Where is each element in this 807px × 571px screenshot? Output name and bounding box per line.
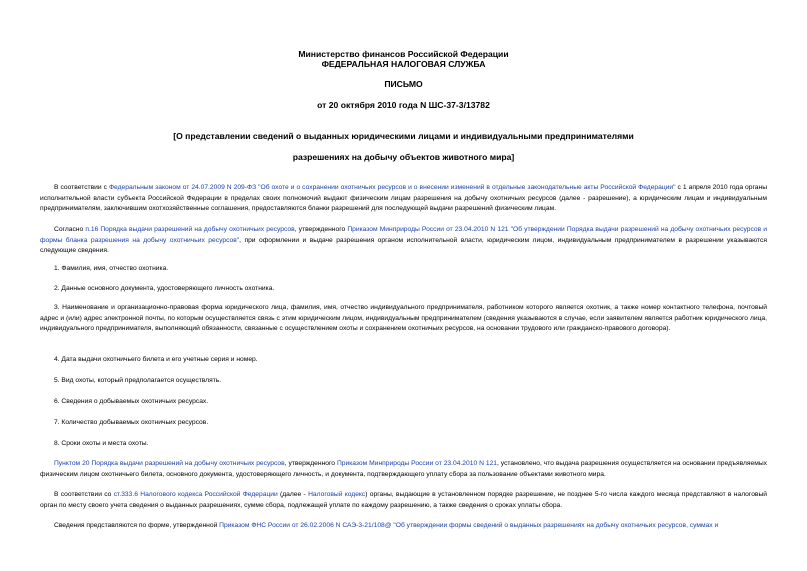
paragraph-3	[40, 459, 767, 480]
list-item: 4. Дата выдачи охотничьего билета и его учетные серия и номер.	[54, 356, 258, 363]
federal-law-209-link[interactable]: Федеральным законом от 24.07.2009 N 209-ФЗ "Об охоте и о сохранении охотничьих ресурсов и о внесении изменений в отдельные законодательные акты Российской Федерации"	[108, 184, 676, 191]
document-type: ПИСЬМО	[384, 79, 423, 89]
list-item-3	[40, 303, 767, 335]
list-item: 2. Данные основного документа, удостоверяющего личность охотника.	[54, 285, 275, 292]
order-point-16-link[interactable]: п.16 Порядка выдачи разрешений на добычу охотничьих ресурсов	[85, 226, 295, 233]
service-name: ФЕДЕРАЛЬНАЯ НАЛОГОВАЯ СЛУЖБА	[321, 59, 486, 69]
paragraph-5-text-a: Сведения представляются по форме, утвержденной	[54, 522, 220, 529]
list-item: 5. Вид охоты, который предполагается осуществлять.	[54, 377, 222, 384]
minprirody-order-121-short-link[interactable]: Приказом Минприроды России от 23.04.2010 N 121	[336, 460, 498, 467]
paragraph-1	[40, 183, 767, 215]
paragraph-1-text-a: В соответствии с	[54, 184, 109, 191]
paragraph-4-text-b: (далее -	[277, 491, 309, 498]
paragraph-2-text-c: , при оформлении и выдаче разрешения органом исполнительной власти, юридическим лицом, индивидуальным предпринимателем в разрешении указываются следующие сведения.	[40, 236, 767, 254]
order-point-20-link[interactable]: Пунктом 20 Порядка выдачи разрешений на добычу охотничьих ресурсов	[54, 460, 285, 467]
paragraph-2-text-a: Согласно	[54, 226, 86, 233]
list-item: 6. Сведения о добываемых охотничьих ресурсах.	[54, 398, 209, 405]
list-item: 8. Сроки охоты и места охоты.	[54, 440, 149, 447]
document-date-number: от 20 октября 2010 года N ШС-37-3/13782	[317, 100, 490, 110]
ministry-name: Министерство финансов Российской Федерации	[298, 49, 509, 59]
tax-code-article-333-6-link[interactable]: ст.333.6 Налогового кодекса Российской Федерации	[113, 491, 278, 498]
paragraph-2-text-b: , утвержденного	[294, 226, 348, 233]
document-title-line-2: разрешениях на добычу объектов животного мира]	[292, 152, 515, 162]
minprirody-order-121-link[interactable]: Приказом Минприроды России от 23.04.2010 N 121 "Об утверждении Порядка выдачи разрешений на добычу охотничьих ресурсов и формы бланка разрешения на добычу охотничьих ресурсов"	[40, 226, 768, 244]
paragraph-1-text-b: с 1 апреля 2010 года органы исполнительной власти субъекта Российской Федерации в пределах своих полномочий выдают физическим лицам разрешения на добычу охотничьих ресурсов (далее - разрешение), а юридическим лицам и индивидуальным предпринимателям, заключившим охотхозяйственные соглашения, предоставляются бланки разрешений для последующей выдачи разрешений физическим лицам.	[40, 184, 767, 212]
paragraph-3-text-b: , установлено, что выдача разрешения осуществляется на основании предъявляемых физическим лицом охотничьего билета, основного документа, удостоверяющего личность, и документа, подтверждающего уплату сбора за пользование объектами животного мира.	[40, 460, 768, 478]
list-item: 7. Количество добываемых охотничьих ресурсов.	[54, 419, 209, 426]
paragraph-3-text-a: , утвержденного	[284, 460, 337, 467]
paragraph-4-text-a: В соответствии со	[54, 491, 114, 498]
list-item: 3. Наименование и организационно-правовая форма юридического лица, фамилия, имя, отчество индивидуального предпринимателя, работником которого является охотник, а также номер контактного телефона, почтовый адрес и (или) адрес электронной почты, по которым осуществляется связь с этим юридическим лицом, индивидуальным предпринимателем (сведения указываются в случае, если заявителем является работник юридического лица, индивидуального предпринимателя, выполняющий обязанности, связанные с осуществлением охоты и сохранением охотничьих ресурсов, на основании трудового или гражданско-правового договора).	[40, 304, 767, 332]
paragraph-4-text-c: ) органы, выдающие в установленном порядке разрешение, не позднее 5-го числа каждого месяца представляют в налоговый орган по месту своего учета сведения о выданных разрешениях, сумме сбора, подлежащей уплате по каждому разрешению, а также сведения о сроках уплаты сбора.	[40, 491, 768, 509]
fns-order-sae-3-21-108-link[interactable]: Приказом ФНС России от 26.02.2006 N САЭ-3-21/108@ "Об утверждении формы сведений о выданных разрешениях на добычу охотничьих ресурсов, суммах и	[219, 522, 719, 529]
tax-code-link[interactable]: Налоговый кодекс	[308, 491, 366, 498]
paragraph-2	[40, 225, 767, 257]
paragraph-4	[40, 490, 767, 511]
list-item: 1. Фамилия, имя, отчество охотника.	[54, 265, 169, 272]
paragraph-5	[40, 521, 767, 532]
document-title-line-1: [О представлении сведений о выданных юридическими лицами и индивидуальными предпринимателями	[173, 131, 634, 141]
